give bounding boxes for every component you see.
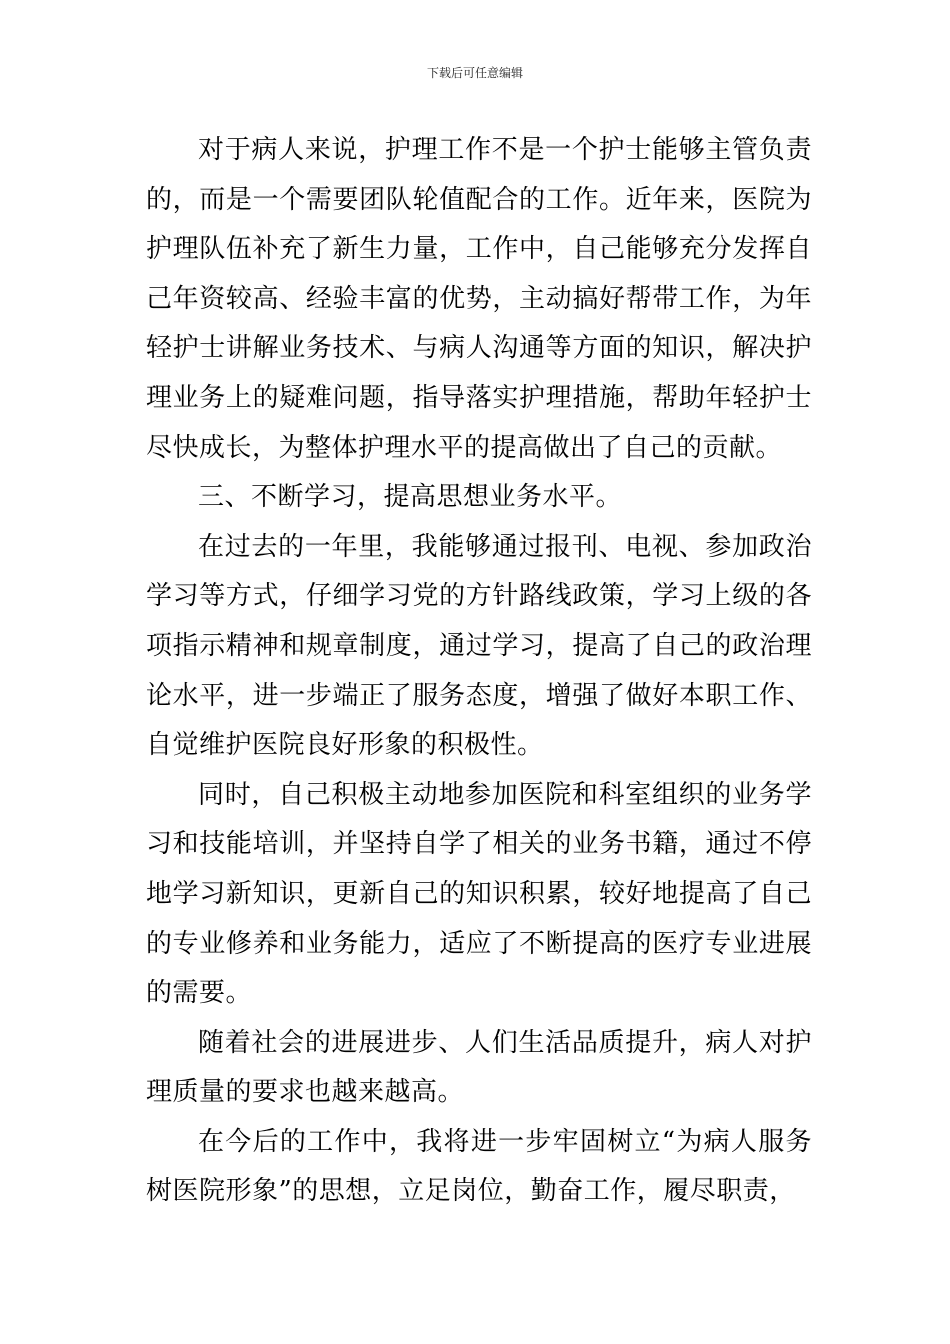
paragraph-teamwork: 对于病人来说，护理工作不是一个护士能够主管负责的，而是一个需要团队轮值配合的工作。近年来，医院为护理队伍补充了新生力量，工作中，自己能够充分发挥自己年资较高、经验丰富的优势，主动搞好帮带工作，为年轻护士讲解业务技术、与病人沟通等方面的知识，解决护理业务上的疑难问题，指导落实护理措施，帮助年轻护士尽快成长，为整体护理水平的提高做出了自己的贡献。	[146, 135, 812, 463]
paragraph-professional-training: 同时，自己积极主动地参加医院和科室组织的业务学习和技能培训，并坚持自学了相关的业务书籍，通过不停地学习新知识，更新自己的知识积累，较好地提高了自己的专业修养和业务能力，适应了不断提高的医疗专业进展的需要。	[146, 779, 812, 1009]
document-body	[146, 126, 812, 1217]
paragraph-future-work: 在今后的工作中，我将进一步牢固树立“为病人服务树医院形象”的思想，立足岗位，勤奋工作，履尽职责，	[146, 1126, 812, 1207]
page-header: 下载后可任意编辑	[426, 66, 523, 80]
paragraph-political-study: 在过去的一年里，我能够通过报刊、电视、参加政治学习等方式，仔细学习党的方针路线政策，学习上级的各项指示精神和规章制度，通过学习，提高了自己的政治理论水平，进一步端正了服务态度，增强了做好本职工作、自觉维护医院良好形象的积极性。	[146, 531, 812, 761]
paragraph-quality-demand: 随着社会的进展进步、人们生活品质提升，病人对护理质量的要求也越来越高。	[146, 1027, 812, 1108]
section-heading-learning: 三、不断学习，提高思想业务水平。	[198, 482, 623, 513]
